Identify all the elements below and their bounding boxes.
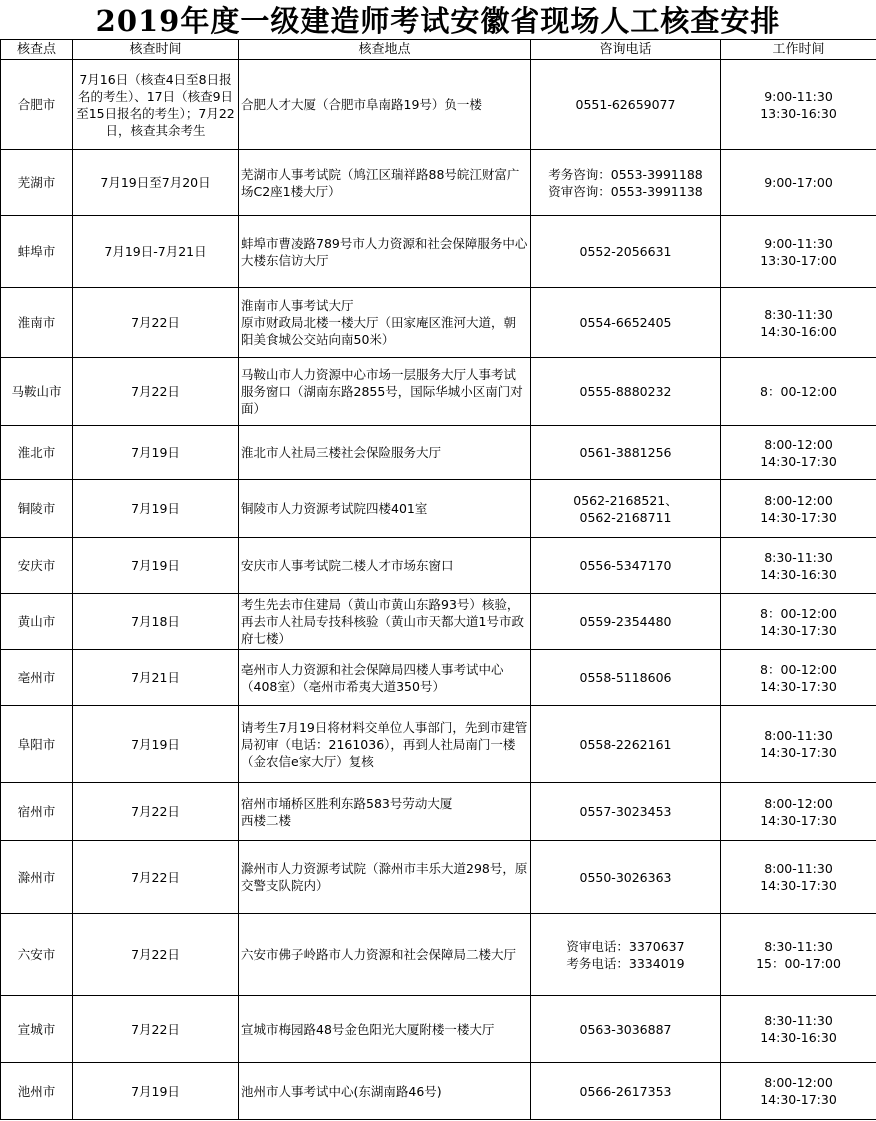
hours-line: 9:00-11:30 [764,235,833,251]
table-row [1,426,876,480]
hours-line: 8：00-12:00 [760,661,837,677]
hours-line: 14:30-17:30 [760,622,837,638]
table-row [1,594,876,650]
cell-city: 宣城市 [1,996,73,1063]
cell-city: 芜湖市 [1,150,73,216]
cell-date: 7月19日-7月21日 [73,216,239,288]
cell-city: 合肥市 [1,60,73,150]
hours-line: 14:30-16:30 [760,566,837,582]
hours-line: 14:30-17:30 [760,745,837,760]
cell-phone [531,1063,721,1120]
hours-line: 8:00-12:00 [764,1075,833,1090]
phone-line: 0552-2056631 [579,244,672,259]
table-row [1,288,876,358]
phone-line: 0566-2617353 [579,1083,672,1099]
schedule-table [0,40,876,1120]
hours-line: 14:30-17:30 [760,1092,837,1107]
cell-city: 淮南市 [1,288,73,358]
cell-date: 7月18日 [73,594,239,650]
place-line: 西楼二楼 [241,812,292,828]
table-row [1,841,876,914]
cell-phone [531,996,721,1063]
cell-hours [721,216,876,288]
header-hours: 工作时间 [721,40,876,60]
hours-line: 8:30-11:30 [764,938,833,954]
cell-hours [721,358,876,426]
cell-hours [721,288,876,358]
phone-line: 0561-3881256 [579,445,672,460]
hours-line: 8：00-12:00 [760,384,837,399]
cell-hours [721,538,876,594]
cell-city: 马鞍山市 [1,358,73,426]
hours-line: 14:30-16:00 [760,323,837,339]
cell-city: 滁州市 [1,841,73,914]
table-row [1,216,876,288]
header-date: 核查时间 [73,40,239,60]
hours-line: 8：00-12:00 [760,605,837,621]
cell-phone [531,216,721,288]
cell-date: 7月16日（核查4日至8日报名的考生）、17日（核查9日至15日报名的考生）；7月22日，核查其余考生 [73,60,239,150]
cell-date: 7月19日 [73,426,239,480]
cell-place [239,841,531,914]
cell-city: 六安市 [1,914,73,996]
table-row [1,1063,876,1120]
header-phone: 咨询电话 [531,40,721,60]
header-row [1,40,876,60]
cell-date: 7月21日 [73,650,239,706]
place-line: 淮南市人事考试大厅 [241,298,354,313]
table-row [1,60,876,150]
phone-line: 0554-6652405 [579,315,672,330]
place-line: 合肥人才大厦（合肥市阜南路19号）负一楼 [241,97,482,112]
cell-place [239,996,531,1063]
cell-hours [721,426,876,480]
phone-line: 0563-3036887 [579,1021,672,1037]
cell-place [239,216,531,288]
place-line: 原市财政局北楼一楼大厅（田家庵区淮河大道，朝阳美食城公交站向南50米） [241,315,517,347]
hours-line: 14:30-17:30 [760,812,837,828]
phone-line: 0558-5118606 [579,670,672,685]
cell-city: 宿州市 [1,783,73,841]
cell-place [239,60,531,150]
hours-line: 13:30-17:00 [760,252,837,268]
cell-hours [721,1063,876,1120]
cell-city: 亳州市 [1,650,73,706]
cell-place [239,480,531,538]
cell-city: 淮北市 [1,426,73,480]
table-row [1,480,876,538]
cell-date: 7月22日 [73,996,239,1063]
hours-line: 14:30-16:30 [760,1030,837,1045]
place-line: 考生先去市住建局（黄山市黄山东路93号）核验，再去市人社局专技科核验（黄山市天都大道1号市政府七楼） [241,597,524,646]
header-city: 核查点 [1,40,73,60]
cell-city: 蚌埠市 [1,216,73,288]
hours-line: 14:30-17:30 [760,878,837,893]
hours-line: 8:30-11:30 [764,1013,833,1028]
phone-line: 考务电话：3334019 [566,955,685,971]
table-row [1,914,876,996]
cell-place [239,358,531,426]
cell-city: 黄山市 [1,594,73,650]
hours-line: 8:00-12:00 [764,436,833,452]
table-row [1,706,876,783]
phone-line: 资审咨询：0553-3991138 [548,183,703,199]
cell-phone [531,426,721,480]
cell-place [239,594,531,650]
table-row [1,538,876,594]
phone-line: 0551-62659077 [575,97,676,112]
place-line: 宣城市梅园路48号金色阳光大厦附楼一楼大厅 [241,1021,495,1037]
place-line: 滁州市人力资源考试院（滁州市丰乐大道298号，原交警支队院内） [241,861,528,893]
cell-place [239,426,531,480]
cell-hours [721,996,876,1063]
cell-place [239,538,531,594]
cell-date: 7月19日 [73,480,239,538]
phone-line: 0558-2262161 [579,736,672,752]
cell-hours [721,650,876,706]
cell-date: 7月19日 [73,538,239,594]
hours-line: 8:00-12:00 [764,492,833,508]
hours-line: 8:30-11:30 [764,549,833,565]
cell-phone [531,480,721,538]
cell-date: 7月22日 [73,914,239,996]
header-place: 核查地点 [239,40,531,60]
cell-hours [721,841,876,914]
cell-hours [721,480,876,538]
cell-phone [531,650,721,706]
cell-phone [531,288,721,358]
place-line: 请考生7月19日将材料交单位人事部门，先到市建管局初审（电话：2161036），再到人社局南门一楼（金农信e家大厅）复核 [241,719,528,769]
cell-city: 阜阳市 [1,706,73,783]
cell-date: 7月22日 [73,288,239,358]
place-line: 铜陵市人力资源考试院四楼401室 [241,501,428,516]
cell-place [239,1063,531,1120]
place-line: 蚌埠市曹凌路789号市人力资源和社会保障服务中心大楼东信访大厅 [241,235,528,268]
place-line: 淮北市人社局三楼社会保险服务大厅 [241,445,442,460]
cell-hours [721,706,876,783]
cell-hours [721,594,876,650]
cell-date: 7月22日 [73,841,239,914]
place-line: 芜湖市人事考试院（鸠江区瑞祥路88号皖江财富广场C2座1楼大厅） [241,166,520,199]
cell-phone [531,914,721,996]
hours-line: 8:00-11:30 [764,861,833,876]
cell-phone [531,841,721,914]
table-row [1,996,876,1063]
page-title: 2019年度一级建造师考试安徽省现场人工核查安排 [0,0,876,40]
place-line: 池州市人事考试中心(东湖南路46号) [241,1083,442,1099]
place-line: 马鞍山市人力资源中心市场一层服务大厅人事考试服务窗口（湖南东路2855号，国际华城小区南门对面） [241,367,523,416]
phone-line: 0555-8880232 [579,384,672,399]
hours-line: 14:30-17:30 [760,453,837,469]
cell-place [239,150,531,216]
hours-line: 14:30-17:30 [760,509,837,525]
place-line: 六安市佛子岭路市人力资源和社会保障局二楼大厅 [241,947,517,962]
cell-date: 7月22日 [73,783,239,841]
phone-line: 考务咨询：0553-3991188 [548,166,703,182]
hours-line: 9:00-17:00 [764,175,833,190]
cell-city: 铜陵市 [1,480,73,538]
cell-date: 7月22日 [73,358,239,426]
place-line: 安庆市人事考试院二楼人才市场东窗口 [241,558,454,573]
cell-city: 安庆市 [1,538,73,594]
cell-place [239,706,531,783]
phone-line: 0557-3023453 [579,804,672,819]
cell-date: 7月19日 [73,1063,239,1120]
cell-city: 池州市 [1,1063,73,1120]
cell-date: 7月19日 [73,706,239,783]
cell-date: 7月19日至7月20日 [73,150,239,216]
hours-line: 13:30-16:30 [760,105,837,121]
hours-line: 9:00-11:30 [764,88,833,104]
cell-place [239,783,531,841]
phone-line: 0562-2168711 [579,509,672,525]
cell-place [239,288,531,358]
cell-hours [721,150,876,216]
hours-line: 14:30-17:30 [760,678,837,694]
table-row [1,783,876,841]
phone-line: 资审电话：3370637 [566,938,685,954]
cell-place [239,914,531,996]
hours-line: 8:00-11:30 [764,728,833,743]
cell-phone [531,60,721,150]
table-row [1,358,876,426]
phone-line: 0559-2354480 [579,614,672,629]
cell-hours [721,783,876,841]
cell-phone [531,706,721,783]
cell-phone [531,150,721,216]
hours-line: 8:30-11:30 [764,306,833,322]
cell-hours [721,914,876,996]
phone-line: 0562-2168521、 [573,492,678,508]
table-body [1,60,876,1120]
cell-place [239,650,531,706]
table-row [1,650,876,706]
cell-phone [531,538,721,594]
phone-line: 0556-5347170 [579,558,672,573]
hours-line: 8:00-12:00 [764,795,833,811]
cell-phone [531,783,721,841]
cell-phone [531,358,721,426]
place-line: 亳州市人力资源和社会保障局四楼人事考试中心（408室）（亳州市希夷大道350号） [241,661,504,694]
hours-line: 15：00-17:00 [756,955,841,971]
place-line: 宿州市埇桥区胜利东路583号劳动大厦 [241,795,453,811]
cell-hours [721,60,876,150]
phone-line: 0550-3026363 [579,869,672,885]
table-row [1,150,876,216]
cell-phone [531,594,721,650]
